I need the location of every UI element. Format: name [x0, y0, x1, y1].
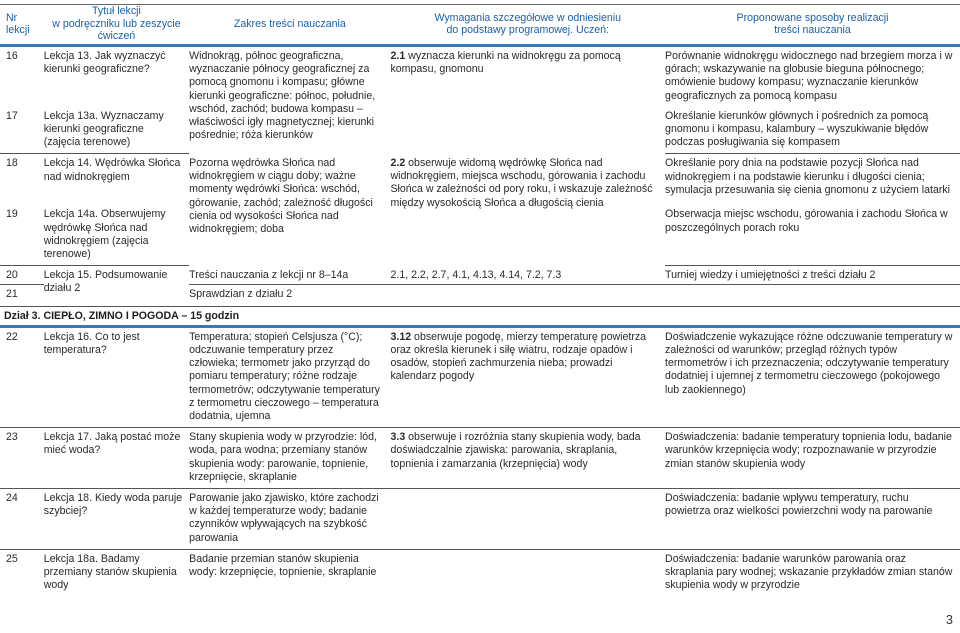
lesson-number: 17	[0, 107, 44, 154]
section-title: Dział 3. CIEPŁO, ZIMNO I POGODA – 15 godzin	[0, 306, 960, 326]
lesson-title: Lekcja 18a. Badamy przemiany stanów skupienia wody	[43, 552, 177, 592]
curriculum-table	[0, 4, 960, 597]
requirement-number: 3.12	[390, 330, 412, 343]
header-title-line3: ćwiczeń	[97, 30, 136, 43]
sposoby-cell: Określanie kierunków głównych i pośrednich za pomocą gnomonu i kompasu, kalambury – wyszukiwanie błędów podczas posługiwania się kompasem	[665, 107, 960, 154]
sposoby-cell: Określanie pory dnia na podstawie pozycji Słońca nad widnokręgiem i na podstawie kierunku i długości cienia; symulacja przesuwania się cienia gnomonu z użyciem latarki	[665, 157, 951, 196]
wymagania-cell	[390, 428, 665, 489]
sposoby-cell: Doświadczenia: badanie wpływu temperatury, ruchu powietrza oraz wielkości powierzchni wody na parowanie	[665, 489, 960, 550]
zakres-cell: Badanie przemian stanów skupienia wody: krzepnięcie, topnienie, skraplanie	[189, 552, 377, 579]
section-row	[0, 306, 960, 326]
table-row	[0, 549, 960, 596]
lesson-number: 21	[0, 285, 44, 306]
sposoby-cell: Doświadczenia: badanie warunków parowania oraz skraplania pary wodnej; wskazanie przykładów zmian stanów skupienia wody w przyrodzie	[665, 552, 953, 592]
header-spo-line1: Proponowane sposoby realizacji	[736, 11, 889, 24]
table-row	[0, 326, 960, 427]
sposoby-cell: Porównanie widnokręgu widocznego nad brzegiem morza i w górach; wskazywanie na globusie bieguna północnego; omówienie budowy kompasu; wyznaczanie kierunków geograficznych za pomocą kompasu	[665, 50, 953, 102]
lesson-number: 25	[6, 552, 18, 565]
header-title-line1: Tytuł lekcji	[91, 5, 141, 18]
lesson-title: Lekcja 15. Podsumowanie działu 2	[44, 266, 189, 306]
lesson-title: Lekcja 18. Kiedy woda paruje szybciej?	[44, 489, 189, 550]
header-spo-line2: treści nauczania	[774, 24, 851, 36]
wymagania-cell	[390, 489, 665, 550]
lesson-number: 19	[0, 205, 44, 265]
header-title	[44, 4, 189, 46]
wymagania-cell: 2.1, 2.2, 2.7, 4.1, 4.13, 4.14, 7.2, 7.3	[390, 266, 665, 285]
zakres-cell: Temperatura; stopień Celsjusza (°C); odczuwanie temperatury przez człowieka; termometr jako przyrząd do pomiaru temperatury; różne rodzaje termometrów; odczytywanie temperatury z termometru cieczowego – temperatura dodatnia, ujemna	[189, 326, 390, 427]
requirement-text: obserwuje pogodę, mierzy temperaturę powietrza oraz określa kierunek i siłę wiatru, rodzaje opadów i osadów, stopień zachmurzenia nieba; prowadzi kalendarz pogody	[390, 330, 647, 383]
sposoby-cell: Obserwacja miejsc wschodu, górowania i zachodu Słońca w poszczególnych porach roku	[665, 205, 960, 265]
wymagania-cell	[390, 154, 665, 266]
wymagania-cell	[390, 326, 665, 427]
table-row	[0, 266, 960, 285]
header-nr-line1: Nr	[6, 11, 18, 24]
zakres-cell: Parowanie jako zjawisko, które zachodzi w każdej temperaturze wody; badanie czynników wpływających na szybkość parowania	[189, 489, 390, 550]
header-nr	[0, 4, 44, 46]
requirement-text: obserwuje i rozróżnia stany skupienia wody, bada doświadczalnie zjawiska: parowania, skraplania, topnienia i zamarzania (krzepnięcia) wody	[390, 431, 641, 470]
zakres-cell: Pozorna wędrówka Słońca nad widnokręgiem w ciągu doby; ważne momenty wędrówki Słońca: wschód, górowanie, zachód; zależność długości cienia od wysokości Słońca nad widnokręgiem; doba	[189, 156, 373, 235]
wymagania-cell	[390, 285, 665, 306]
header-zakres	[189, 4, 390, 46]
header-title-line2: w podręczniku lub zeszycie	[52, 17, 181, 30]
header-sposoby	[665, 4, 960, 46]
lesson-number: 18	[6, 157, 18, 170]
header-wym-line1: Wymagania szczegółowe w odniesieniu	[434, 11, 622, 24]
wymagania-cell	[390, 549, 665, 596]
sposoby-cell: Doświadczenie wykazujące różne odczuwanie temperatury w zależności od warunków; przegląd różnych typów termometrów i ich przeznaczenia; odczytywanie temperatury dodatniej i ujemnej z termometru cieczowego (pokojowego lub zaokiennego)	[665, 326, 960, 427]
requirement-text: wyznacza kierunki na widnokręgu za pomocą kompasu, gnomonu	[390, 50, 621, 76]
lesson-title: Lekcja 17. Jaką postać może mieć woda?	[44, 428, 189, 489]
lesson-title: Lekcja 13a. Wyznaczamy kierunki geograficzne (zajęcia terenowe)	[44, 107, 189, 154]
lesson-title: Lekcja 16. Co to jest temperatura?	[44, 326, 189, 427]
header-wym-line2: do podstawy programowej. Uczeń:	[446, 24, 610, 36]
wymagania-cell	[390, 46, 665, 154]
table-header-row	[0, 4, 960, 46]
lesson-number: 22	[0, 326, 44, 427]
lesson-title: Lekcja 14. Wędrówka Słońca nad widnokręgiem	[43, 157, 181, 183]
sposoby-cell: Doświadczenia: badanie temperatury topnienia lodu, badanie warunków krzepnięcia wody; rozpoznawanie w przyrodzie zmian stanów skupienia wody	[665, 428, 960, 489]
table-row	[0, 489, 960, 550]
sposoby-cell: Turniej wiedzy i umiejętności z treści działu 2	[665, 266, 960, 285]
table-row	[0, 154, 960, 206]
header-wymagania	[390, 4, 665, 46]
requirement-number: 3.3	[390, 431, 406, 444]
header-nr-line2: lekcji	[6, 24, 30, 36]
lesson-title: Lekcja 14a. Obserwujemy wędrówkę Słońca nad widnokręgiem (zajęcia terenowe)	[44, 205, 189, 265]
zakres-cell: Stany skupienia wody w przyrodzie: lód, woda, para wodna; przemiany stanów skupienia wody: parowanie, topnienie, krzepnięcie, skraplanie	[189, 428, 390, 489]
requirement-number: 2.1	[390, 50, 406, 62]
lesson-number: 16	[6, 50, 18, 62]
requirement-text: obserwuje widomą wędrówkę Słońca nad widnokręgiem, miejsca wschodu, górowania i zachodu Słońca w zależności od pory roku, i wskazuje zależność między wysokością Słońca a długością cienia	[390, 156, 653, 209]
requirement-number: 2.2	[390, 156, 406, 169]
lesson-title: Lekcja 13. Jak wyznaczyć kierunki geograficzne?	[43, 50, 166, 76]
page-number: 3	[945, 612, 953, 627]
zakres-cell: Treści nauczania z lekcji nr 8–14a	[189, 266, 390, 285]
lesson-number: 20	[0, 266, 44, 285]
zakres-cell: Widnokrąg, północ geograficzna, wyznaczanie północy geograficznej za pomocą gnomonu i kompasu; główne kierunki geograficzne: północ, południe, wschód, zachód; budowa kompasu – właściwości igły magnetycznej; kierunki pośrednie; róża kierunków	[189, 50, 376, 142]
sposoby-cell	[665, 285, 960, 306]
zakres-cell: Sprawdzian z działu 2	[189, 285, 390, 306]
table-row	[0, 46, 960, 107]
table-row	[0, 428, 960, 489]
lesson-number: 24	[0, 489, 44, 550]
header-zakres-text: Zakres treści nauczania	[233, 17, 346, 30]
lesson-number: 23	[0, 428, 44, 489]
